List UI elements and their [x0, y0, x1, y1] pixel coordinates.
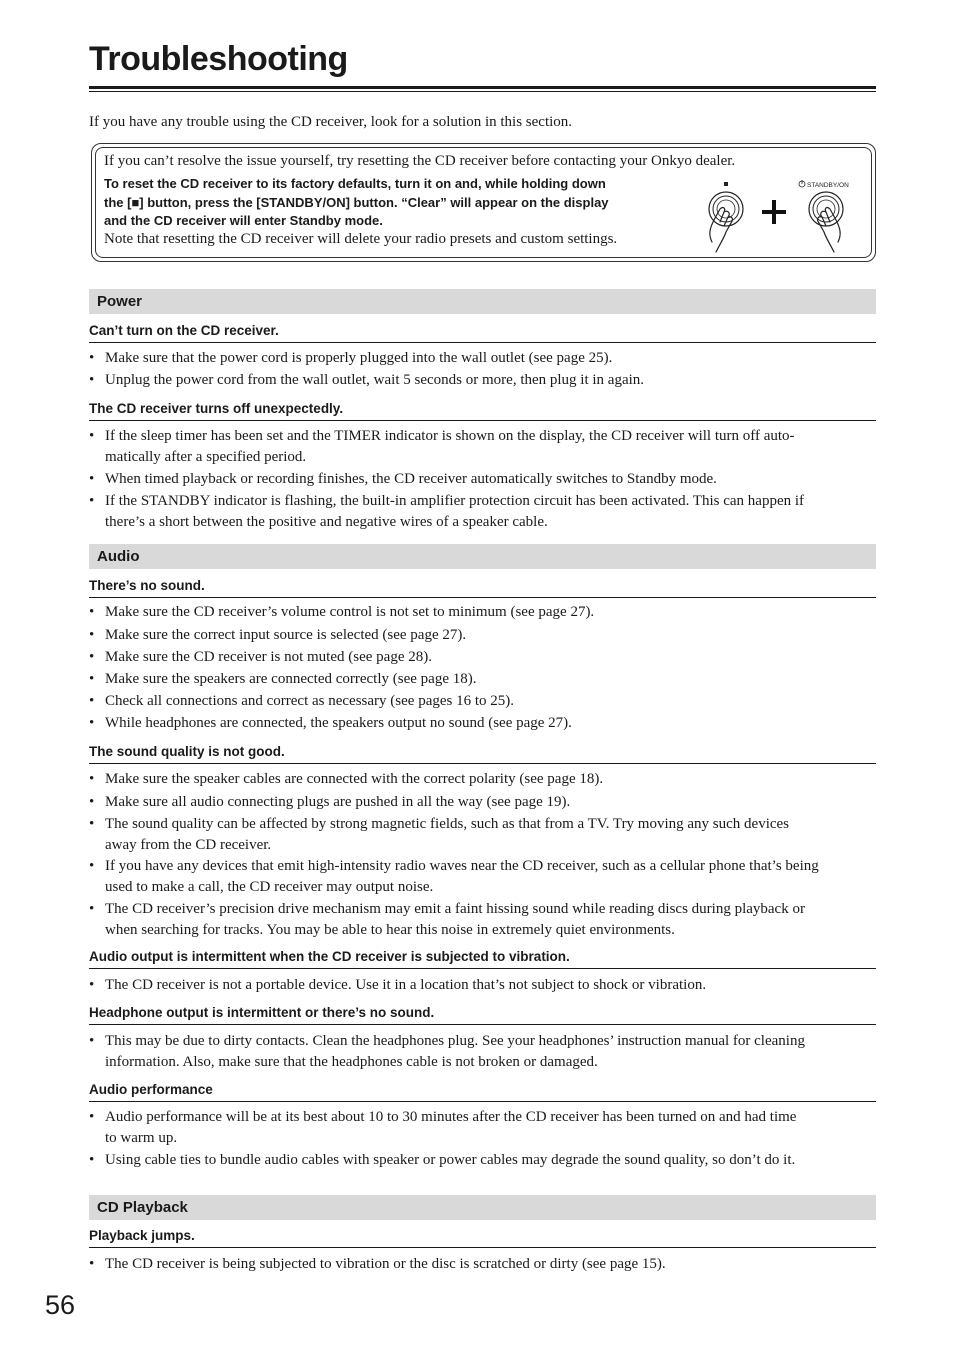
- problem-heading: Playback jumps.: [89, 1227, 876, 1248]
- list-item-line: information. Also, make sure that the headphones cable is not broken or damaged.: [105, 1053, 598, 1070]
- list-item-line: away from the CD receiver.: [105, 836, 272, 853]
- list-item-text: Make sure all audio connecting plugs are pushed in all the way (see page 19).: [105, 794, 571, 810]
- list-item: [89, 1107, 876, 1148]
- problem-heading: Can’t turn on the CD receiver.: [89, 322, 876, 343]
- reset-note: Note that resetting the CD receiver will delete your radio presets and custom settings.: [104, 231, 618, 247]
- bullet: •: [89, 771, 95, 787]
- problem-heading: Audio output is intermittent when the CD receiver is subjected to vibration.: [89, 948, 876, 969]
- list-item-text: The CD receiver is being subjected to vibration or the disc is scratched or dirty (see page 15).: [105, 1256, 666, 1272]
- hand-pointer-icon: [710, 208, 733, 252]
- list-item: [89, 669, 876, 690]
- list-item: [89, 814, 876, 855]
- list-item: [89, 348, 876, 369]
- bullet: •: [89, 649, 95, 665]
- list-item: [89, 856, 876, 897]
- list-item-text: When timed playback or recording finishes, the CD receiver automatically switches to Standby mode.: [105, 471, 717, 487]
- problem-heading: There’s no sound.: [89, 577, 876, 598]
- bullet: •: [89, 627, 95, 643]
- list-item-line: The sound quality can be affected by strong magnetic fields, such as that from a TV. Try moving any such devices: [105, 816, 790, 832]
- standby-label: STANDBY/ON: [807, 182, 849, 189]
- list-item: [89, 625, 876, 646]
- list-item-line: matically after a specified period.: [105, 448, 307, 465]
- list-item-line: The CD receiver’s precision drive mechanism may emit a faint hissing sound while reading discs during playback or: [105, 901, 805, 917]
- list-item-text: Check all connections and correct as necessary (see pages 16 to 25).: [105, 693, 515, 709]
- list-item-line: If the sleep timer has been set and the TIMER indicator is shown on the display, the CD receiver will turn off auto-: [105, 428, 795, 444]
- list-item-line: to warm up.: [105, 1129, 178, 1146]
- intro-text: If you have any trouble using the CD receiver, look for a solution in this section.: [89, 114, 573, 130]
- section-header-audio: Audio: [89, 544, 876, 569]
- bullet: •: [89, 1256, 95, 1272]
- list-item: [89, 491, 876, 532]
- list-item: [89, 1031, 876, 1072]
- bullet: •: [89, 493, 95, 509]
- bullet: •: [89, 1109, 95, 1125]
- bullet: •: [89, 671, 95, 687]
- section-header-cd-playback: CD Playback: [89, 1195, 876, 1220]
- bullet: •: [89, 1152, 95, 1168]
- list-item: [89, 899, 876, 940]
- list-item-text: Make sure the speakers are connected correctly (see page 18).: [105, 671, 477, 687]
- reset-instructions-line: To reset the CD receiver to its factory defaults, turn it on and, while holding down: [104, 176, 606, 191]
- list-item: [89, 691, 876, 712]
- list-item-text: Unplug the power cord from the wall outlet, wait 5 seconds or more, then plug it in again.: [105, 372, 645, 388]
- list-item-text: While headphones are connected, the speakers output no sound (see page 27).: [105, 715, 572, 731]
- list-item-text: Make sure that the power cord is properly plugged into the wall outlet (see page 25).: [105, 350, 613, 366]
- bullet: •: [89, 715, 95, 731]
- bullet: •: [89, 350, 95, 366]
- list-item-text: Make sure the CD receiver is not muted (see page 28).: [105, 649, 432, 665]
- bullet: •: [89, 428, 95, 444]
- plus-icon: [762, 200, 786, 224]
- list-item-line: If you have any devices that emit high-intensity radio waves near the CD receiver, such as a cellular phone that’s being: [105, 858, 819, 874]
- bullet: •: [89, 372, 95, 388]
- list-item: [89, 469, 876, 490]
- bullet: •: [89, 604, 95, 620]
- problem-heading: Audio performance: [89, 1081, 876, 1102]
- list-item: [89, 1254, 876, 1275]
- bullet: •: [89, 858, 95, 874]
- notice-intro: If you can’t resolve the issue yourself, try resetting the CD receiver before contacting your Onkyo dealer.: [104, 153, 736, 169]
- list-item: [89, 370, 876, 391]
- problem-heading: The CD receiver turns off unexpectedly.: [89, 400, 876, 421]
- standby-button-icon: [799, 180, 849, 226]
- list-item-text: Using cable ties to bundle audio cables with speaker or power cables may degrade the sound quality, so don’t do it.: [105, 1152, 796, 1168]
- reset-instructions: [104, 175, 684, 231]
- bullet: •: [89, 471, 95, 487]
- list-item-text: Make sure the CD receiver’s volume control is not set to minimum (see page 27).: [105, 604, 595, 620]
- reset-illustration: [690, 176, 870, 258]
- list-item: [89, 647, 876, 668]
- list-item-line: This may be due to dirty contacts. Clean the headphones plug. See your headphones’ instruction manual for cleaning: [105, 1033, 805, 1049]
- title-rule: [89, 86, 876, 89]
- list-item-line: there’s a short between the positive and negative wires of a speaker cable.: [105, 513, 548, 530]
- bullet: •: [89, 901, 95, 917]
- list-item: [89, 713, 876, 734]
- bullet: •: [89, 1033, 95, 1049]
- list-item-text: The CD receiver is not a portable device. Use it in a location that’s not subject to shock or vibration.: [105, 977, 707, 993]
- hand-pointer-icon: [818, 208, 841, 252]
- reset-instructions-line: the [■] button, press the [STANDBY/ON] button. “Clear” will appear on the display: [104, 194, 609, 210]
- problem-heading: The sound quality is not good.: [89, 743, 876, 764]
- list-item-line: when searching for tracks. You may be able to hear this noise in extremely quiet environments.: [105, 921, 675, 938]
- section-header-power: Power: [89, 289, 876, 314]
- list-item-line: If the STANDBY indicator is flashing, the built-in amplifier protection circuit has been activated. This can happen if: [105, 493, 805, 509]
- list-item-text: Make sure the speaker cables are connected with the correct polarity (see page 18).: [105, 771, 604, 787]
- list-item-line: used to make a call, the CD receiver may output noise.: [105, 878, 434, 895]
- bullet: •: [89, 693, 95, 709]
- bullet: •: [89, 816, 95, 832]
- page-title: Troubleshooting: [89, 40, 348, 78]
- list-item: [89, 769, 876, 790]
- list-item: [89, 602, 876, 623]
- list-item-text: Make sure the correct input source is selected (see page 27).: [105, 627, 467, 643]
- list-item: [89, 975, 876, 996]
- list-item-line: Audio performance will be at its best about 10 to 30 minutes after the CD receiver has been turned on and had time: [105, 1109, 797, 1125]
- bullet: •: [89, 977, 95, 993]
- bullet: •: [89, 794, 95, 810]
- list-item: [89, 1150, 876, 1171]
- list-item: [89, 792, 876, 813]
- problem-heading: Headphone output is intermittent or there’s no sound.: [89, 1004, 876, 1025]
- page-number: 56: [45, 1290, 76, 1320]
- title-rule-thin: [89, 91, 876, 92]
- list-item: [89, 426, 876, 467]
- reset-instructions-line: and the CD receiver will enter Standby mode.: [104, 213, 383, 228]
